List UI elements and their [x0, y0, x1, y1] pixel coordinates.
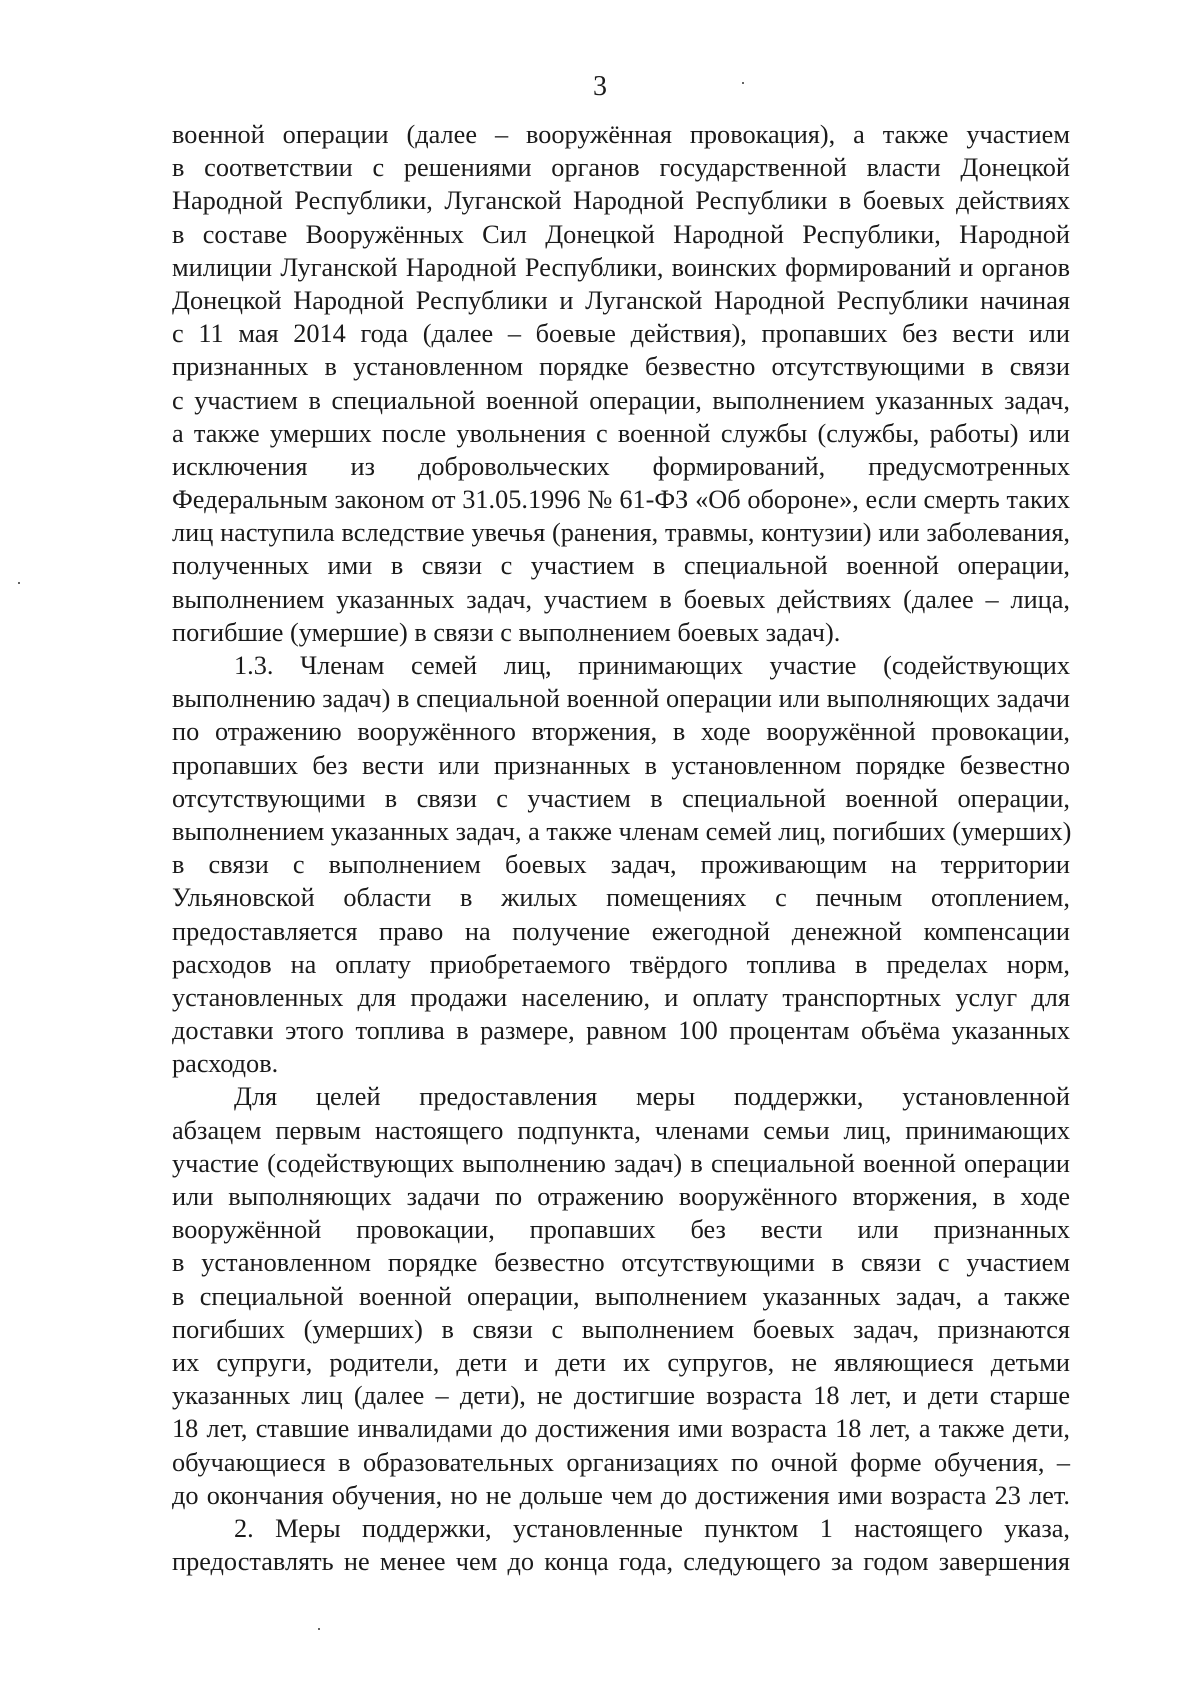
scan-speck: [18, 582, 20, 584]
text-line: Для целей предоставления меры поддержки, установленной: [234, 1082, 1070, 1112]
text-line: пропавших без вести или признанных в установленном порядке безвестно: [172, 750, 1070, 780]
text-line: отсутствующими в связи с участием в специальной военной операции,: [172, 783, 1070, 813]
text-line: абзацем первым настоящего подпункта, членами семьи лиц, принимающих: [172, 1115, 1070, 1145]
text-line: выполнению задач) в специальной военной операции или выполняющих задачи: [172, 684, 1070, 714]
text-line: погибших (умерших) в связи с выполнением боевых задач, признаются: [172, 1314, 1070, 1344]
body-text: [172, 118, 1070, 1578]
text-line: предоставляется право на получение ежегодной денежной компенсации: [172, 916, 1070, 946]
text-line: Народной Республики, Луганской Народной Республики в боевых действиях: [172, 186, 1070, 216]
text-line: их супруги, родители, дети и дети их супругов, не являющиеся детьми: [172, 1347, 1070, 1377]
text-line: выполнением указанных задач, участием в боевых действиях (далее – лица,: [172, 584, 1070, 614]
text-line: 18 лет, ставшие инвалидами до достижения ими возраста 18 лет, а также дети,: [172, 1414, 1070, 1444]
text-line: в установленном порядке безвестно отсутствующими в связи с участием: [172, 1248, 1070, 1278]
page-number: 3: [593, 71, 607, 102]
text-line: установленных для продажи населению, и оплату транспортных услуг для: [172, 982, 1070, 1012]
text-line: расходов на оплату приобретаемого твёрдого топлива в пределах норм,: [172, 949, 1070, 979]
text-line: а также умерших после увольнения с военной службы (службы, работы) или: [172, 418, 1070, 448]
text-line: 2. Меры поддержки, установленные пунктом 1 настоящего указа,: [234, 1513, 1070, 1543]
text-line: Донецкой Народной Республики и Луганской Народной Республики начиная: [172, 285, 1070, 315]
text-line: в составе Вооружённых Сил Донецкой Народной Республики, Народной: [172, 219, 1070, 249]
text-line: в специальной военной операции, выполнением указанных задач, а также: [172, 1281, 1070, 1311]
text-line: участие (содействующих выполнению задач) в специальной военной операции: [172, 1148, 1070, 1178]
text-line: в соответствии с решениями органов государственной власти Донецкой: [172, 153, 1070, 183]
text-line: указанных лиц (далее – дети), не достигшие возраста 18 лет, и дети старше: [172, 1381, 1070, 1411]
text-line: полученных ими в связи с участием в специальной военной операции,: [172, 551, 1070, 581]
text-line: Федеральным законом от 31.05.1996 № 61-ФЗ «Об обороне», если смерть таких: [172, 485, 1070, 515]
text-line: или выполняющих задачи по отражению вооружённого вторжения, в ходе: [172, 1182, 1070, 1211]
text-line: исключения из добровольческих формирований, предусмотренных: [172, 451, 1070, 481]
text-line: в связи с выполнением боевых задач, проживающим на территории: [172, 850, 1070, 880]
text-line: обучающиеся в образовательных организациях по очной форме обучения, –: [172, 1447, 1070, 1477]
text-line: расходов.: [172, 1049, 279, 1079]
text-line: милиции Луганской Народной Республики, воинских формирований и органов: [172, 252, 1070, 282]
text-line: 1.3. Членам семей лиц, принимающих участие (содействующих: [234, 651, 1070, 680]
scan-speck: [318, 1628, 320, 1630]
text-line: лиц наступила вследствие увечья (ранения, травмы, контузии) или заболевания,: [172, 518, 1070, 548]
text-line: доставки этого топлива в размере, равном 100 процентам объёма указанных: [172, 1016, 1070, 1046]
text-line: военной операции (далее – вооружённая провокация), а также участием: [172, 120, 1070, 149]
text-line: с 11 мая 2014 года (далее – боевые действия), пропавших без вести или: [172, 319, 1070, 349]
text-line: до окончания обучения, но не дольше чем до достижения ими возраста 23 лет.: [172, 1480, 1070, 1510]
text-line: предоставлять не менее чем до конца года, следующего за годом завершения: [172, 1547, 1070, 1577]
text-line: вооружённой провокации, пропавших без вести или признанных: [172, 1215, 1070, 1245]
text-line: выполнением указанных задач, а также членам семей лиц, погибших (умерших): [172, 816, 1072, 846]
text-line: с участием в специальной военной операции, выполнением указанных задач,: [172, 385, 1070, 415]
text-line: Ульяновской области в жилых помещениях с печным отоплением,: [172, 883, 1070, 913]
text-line: признанных в установленном порядке безвестно отсутствующими в связи: [172, 352, 1070, 382]
scan-speck: [742, 82, 744, 84]
text-line: погибшие (умершие) в связи с выполнением боевых задач).: [172, 617, 841, 647]
text-line: по отражению вооружённого вторжения, в ходе вооружённой провокации,: [172, 717, 1070, 747]
